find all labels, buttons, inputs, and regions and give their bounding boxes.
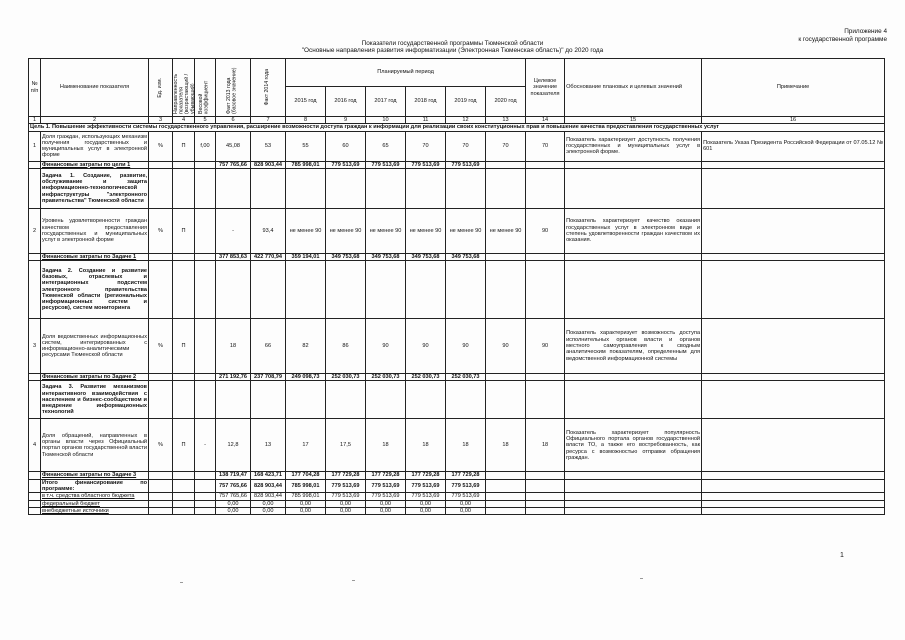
plan-value: не менее 90	[406, 208, 446, 253]
finance-value: 349 753,68	[406, 253, 446, 260]
indicator-name: Доля обращений, направленных в органы власти через Официальный портал органов государственной власти Тюменской области	[41, 419, 149, 472]
finance-value: 177 729,28	[406, 472, 446, 479]
federal-value: 0,00	[326, 500, 366, 507]
offbudget-row	[29, 507, 885, 514]
plan-value: 18	[366, 419, 406, 472]
finance-row	[29, 253, 885, 260]
federal-value: 0,00	[406, 500, 446, 507]
total-value: 785 998,01	[286, 479, 326, 493]
indicator-fact2013: -	[216, 208, 251, 253]
rationale-text: Показатель характеризует доступность получения государственных и муниципальных услуг в электронной форме.	[565, 131, 702, 161]
header-year: 2019 год	[446, 87, 486, 117]
total-value: 828 903,44	[251, 479, 286, 493]
finance-label: Финансовые затраты по Задаче 3	[41, 472, 149, 479]
plan-value: 17	[286, 419, 326, 472]
header-fact2013: Факт 2013 года (базовое значение)	[226, 67, 238, 114]
header-year: 2017 год	[366, 87, 406, 117]
indicator-fact2013: 18	[216, 319, 251, 374]
header-fact2013-cell	[216, 59, 251, 117]
document-subtitle: "Основные направления развития информатизации (Электронная Тюменская область)" до 2020 года	[301, 47, 604, 54]
header-year: 2020 год	[486, 87, 526, 117]
finance-label: Финансовые затраты по Задаче 1	[41, 253, 149, 260]
plan-value: не менее 90	[366, 208, 406, 253]
finance-value: 422 770,94	[251, 253, 286, 260]
indicator-unit: %	[149, 319, 173, 374]
col-num: 8	[286, 117, 326, 124]
offbudget-value: 0,00	[406, 507, 446, 514]
header-direction-cell	[173, 59, 195, 117]
indicator-weight	[195, 208, 216, 253]
indicator-unit: %	[149, 419, 173, 472]
note-text: Показатель Указа Президента Российской Федерации от 07.05.12 № 601	[702, 131, 885, 161]
plan-value: не менее 90	[326, 208, 366, 253]
appendix-line-2: к государственной программе	[798, 36, 887, 43]
rationale-text: Показатель характеризует популярность Официального портала органов государственной власти ТО, а также его востребованность, как ресурса с возможностью отправки обращения граждан.	[565, 419, 702, 472]
total-value: 779 513,69	[446, 479, 486, 493]
finance-value: 177 729,28	[366, 472, 406, 479]
page-number: 1	[840, 552, 844, 559]
regional-value: 785 998,01	[286, 493, 326, 500]
header-planned: Планируемый период	[286, 59, 526, 87]
plan-value: 86	[326, 319, 366, 374]
offbudget-value: 0,00	[326, 507, 366, 514]
row-num: 4	[29, 419, 41, 472]
finance-value: 249 098,73	[286, 374, 326, 381]
federal-value: 0,00	[216, 500, 251, 507]
plan-value: 17,5	[326, 419, 366, 472]
rationale-text: Показатель характеризует возможность доступа исполнительных органов власти и органов местного самоуправления к сводным аналитическим показателям, определенным для ведомственной информационной системы	[565, 319, 702, 374]
finance-value: 349 753,68	[446, 253, 486, 260]
finance-value: 349 753,68	[326, 253, 366, 260]
offbudget-value: 0,00	[286, 507, 326, 514]
indicator-name: Уровень удовлетворенности граждан качеством предоставления государственных и муниципальных услуг в электронной форме	[41, 208, 149, 253]
finance-value: 168 423,71	[251, 472, 286, 479]
plan-value: 90	[366, 319, 406, 374]
plan-value: 90	[486, 319, 526, 374]
indicator-weight	[195, 319, 216, 374]
plan-value: 60	[326, 131, 366, 161]
total-value: 779 513,69	[326, 479, 366, 493]
header-year: 2016 год	[326, 87, 366, 117]
col-num: 4	[173, 117, 195, 124]
indicator-row	[29, 131, 885, 161]
offbudget-label: внебюджетные источники	[41, 507, 149, 514]
plan-value: не менее 90	[286, 208, 326, 253]
finance-value: 828 903,44	[251, 161, 286, 168]
federal-value: 0,00	[366, 500, 406, 507]
scan-speck	[640, 578, 643, 579]
total-value: 779 513,69	[366, 479, 406, 493]
offbudget-value: 0,00	[366, 507, 406, 514]
regional-label: в т.ч. средства областного бюджета	[41, 493, 149, 500]
finance-row	[29, 374, 885, 381]
plan-value: не менее 90	[446, 208, 486, 253]
finance-label: Финансовые затраты по цели 1	[41, 161, 149, 168]
finance-value: 785 998,01	[286, 161, 326, 168]
federal-label: федеральный бюджет	[41, 500, 149, 507]
appendix-line-1: Приложение 4	[844, 28, 887, 35]
finance-value: 252 030,73	[366, 374, 406, 381]
finance-value: 779 513,69	[326, 161, 366, 168]
regional-value: 828 903,44	[251, 493, 286, 500]
total-value: 757 765,66	[216, 479, 251, 493]
indicator-unit: %	[149, 208, 173, 253]
header-fact2014: Факт 2014 года	[264, 69, 271, 106]
indicator-name: Доля граждан, использующих механизм получения государственных и муниципальных услуг в электронной форме	[41, 131, 149, 161]
finance-value: 252 030,73	[406, 374, 446, 381]
total-label: Итого финансирование по программе:	[42, 479, 147, 493]
finance-value: 349 753,68	[366, 253, 406, 260]
target-value: 90	[526, 208, 565, 253]
header-unit-cell	[149, 59, 173, 117]
regional-budget-row	[29, 493, 885, 500]
finance-value: 177 704,28	[286, 472, 326, 479]
header-note: Примечание	[702, 59, 885, 117]
indicator-weight: f,00	[195, 131, 216, 161]
regional-value: 779 513,69	[406, 493, 446, 500]
indicator-fact2014: 53	[251, 131, 286, 161]
regional-value: 779 513,69	[366, 493, 406, 500]
indicator-direction: П	[173, 131, 195, 161]
indicators-table	[28, 58, 885, 515]
row-num: 3	[29, 319, 41, 374]
header-rationale: Обоснование плановых и целевых значений	[565, 59, 702, 117]
col-num: 13	[486, 117, 526, 124]
col-num: 10	[366, 117, 406, 124]
header-weight-cell	[195, 59, 216, 117]
header-year: 2018 год	[406, 87, 446, 117]
federal-budget-row	[29, 500, 885, 507]
total-row	[29, 479, 885, 493]
finance-value: 177 729,28	[446, 472, 486, 479]
header-target: Целевое значение показателя	[526, 59, 565, 117]
col-num: 5	[195, 117, 216, 124]
federal-value: 0,00	[446, 500, 486, 507]
finance-value: 177 729,28	[326, 472, 366, 479]
col-num: 6	[216, 117, 251, 124]
col-num: 11	[406, 117, 446, 124]
indicator-name: Доля ведомственных информационных систем, интегрированных с информационно-аналитическими ресурсами Тюменской области	[41, 319, 149, 374]
indicator-direction: П	[173, 208, 195, 253]
col-num: 15	[565, 117, 702, 124]
regional-value: 779 513,69	[326, 493, 366, 500]
header-num: № п/п	[29, 59, 41, 117]
plan-value: не менее 90	[486, 208, 526, 253]
col-num: 1	[29, 117, 41, 124]
total-value: 779 513,69	[406, 479, 446, 493]
header-name: Наименование показателя	[41, 59, 149, 117]
finance-value: 271 192,76	[216, 374, 251, 381]
indicator-fact2013: 12,8	[216, 419, 251, 472]
indicator-row	[29, 208, 885, 253]
offbudget-value: 0,00	[216, 507, 251, 514]
row-num: 2	[29, 208, 41, 253]
indicator-fact2014: 93,4	[251, 208, 286, 253]
task-2: Задача 2. Создание и развитие базовых, отраслевых и интеграционных подсистем электронного правительства Тюменской области (региональных информационных систем и ресурсов), систем мониторинга	[41, 261, 149, 319]
document-title: Показатели государственной программы Тюменской области	[361, 40, 544, 47]
plan-value: 18	[446, 419, 486, 472]
rationale-text: Показатель характеризует качество оказания государственных услуг в электронном виде и степень удовлетворенности граждан качеством их оказания.	[565, 208, 702, 253]
row-num: 1	[29, 131, 41, 161]
col-num: 2	[41, 117, 149, 124]
header-year: 2015 год	[286, 87, 326, 117]
plan-value: 90	[446, 319, 486, 374]
task-1: Задача 1. Создание, развитие, обслуживание и защита информационно-технологической инфраструктуры "электронного правительства" Тюменской области	[41, 168, 149, 208]
indicator-fact2014: 66	[251, 319, 286, 374]
finance-row	[29, 472, 885, 479]
col-num: 7	[251, 117, 286, 124]
indicator-direction: П	[173, 419, 195, 472]
col-num: 14	[526, 117, 565, 124]
federal-value: 0,00	[251, 500, 286, 507]
plan-value: 90	[406, 319, 446, 374]
finance-value: 779 513,69	[366, 161, 406, 168]
finance-value: 377 853,63	[216, 253, 251, 260]
col-num: 9	[326, 117, 366, 124]
finance-value: 237 708,79	[251, 374, 286, 381]
finance-row	[29, 161, 885, 168]
indicator-row	[29, 419, 885, 472]
plan-value: 70	[486, 131, 526, 161]
regional-value: 757 765,66	[216, 493, 251, 500]
regional-value: 779 513,69	[446, 493, 486, 500]
finance-value: 779 513,69	[446, 161, 486, 168]
finance-value: 757 765,66	[216, 161, 251, 168]
target-value: 18	[526, 419, 565, 472]
finance-label: Финансовые затраты по Задаче 2	[41, 374, 149, 381]
indicator-row	[29, 319, 885, 374]
col-num: 16	[702, 117, 885, 124]
scan-speck	[180, 582, 183, 583]
plan-value: 18	[406, 419, 446, 472]
indicator-fact2014: 13	[251, 419, 286, 472]
col-num: 12	[446, 117, 486, 124]
target-value: 90	[526, 319, 565, 374]
finance-value: 252 030,73	[446, 374, 486, 381]
goal-row: Цель 1. Повышение эффективности системы государственного управления, расширение возможности доступа граждан к информации для реализации своих конституционных прав и повышение качества предоставления государственных услуг	[29, 124, 885, 131]
column-numbers-row	[29, 117, 885, 124]
plan-value: 82	[286, 319, 326, 374]
header-direction: Направленность показателя (возрастающий / убывающий)	[173, 73, 196, 114]
plan-value: 55	[286, 131, 326, 161]
header-unit: Ед. изм.	[156, 77, 163, 98]
finance-value: 138 719,47	[216, 472, 251, 479]
target-value: 70	[526, 131, 565, 161]
header-row	[29, 59, 885, 87]
indicator-direction: П	[173, 319, 195, 374]
indicator-weight: -	[195, 419, 216, 472]
indicator-unit: %	[149, 131, 173, 161]
header-fact2014-cell	[251, 59, 286, 117]
federal-value: 0,00	[286, 500, 326, 507]
plan-value: 70	[406, 131, 446, 161]
offbudget-value: 0,00	[251, 507, 286, 514]
header-weight: Весовой коэффициент	[198, 80, 210, 114]
col-num: 3	[149, 117, 173, 124]
finance-value: 252 030,73	[326, 374, 366, 381]
finance-value: 359 194,01	[286, 253, 326, 260]
finance-value: 779 513,69	[406, 161, 446, 168]
plan-value: 65	[366, 131, 406, 161]
task-3: Задача 3. Развитие механизмов интерактивного взаимодействия с населением и бизнес-сообществом и внедрение информационных технологий	[41, 381, 149, 419]
indicator-fact2013: 45,08	[216, 131, 251, 161]
plan-value: 70	[446, 131, 486, 161]
offbudget-value: 0,00	[446, 507, 486, 514]
plan-value: 18	[486, 419, 526, 472]
scan-speck	[352, 580, 355, 581]
